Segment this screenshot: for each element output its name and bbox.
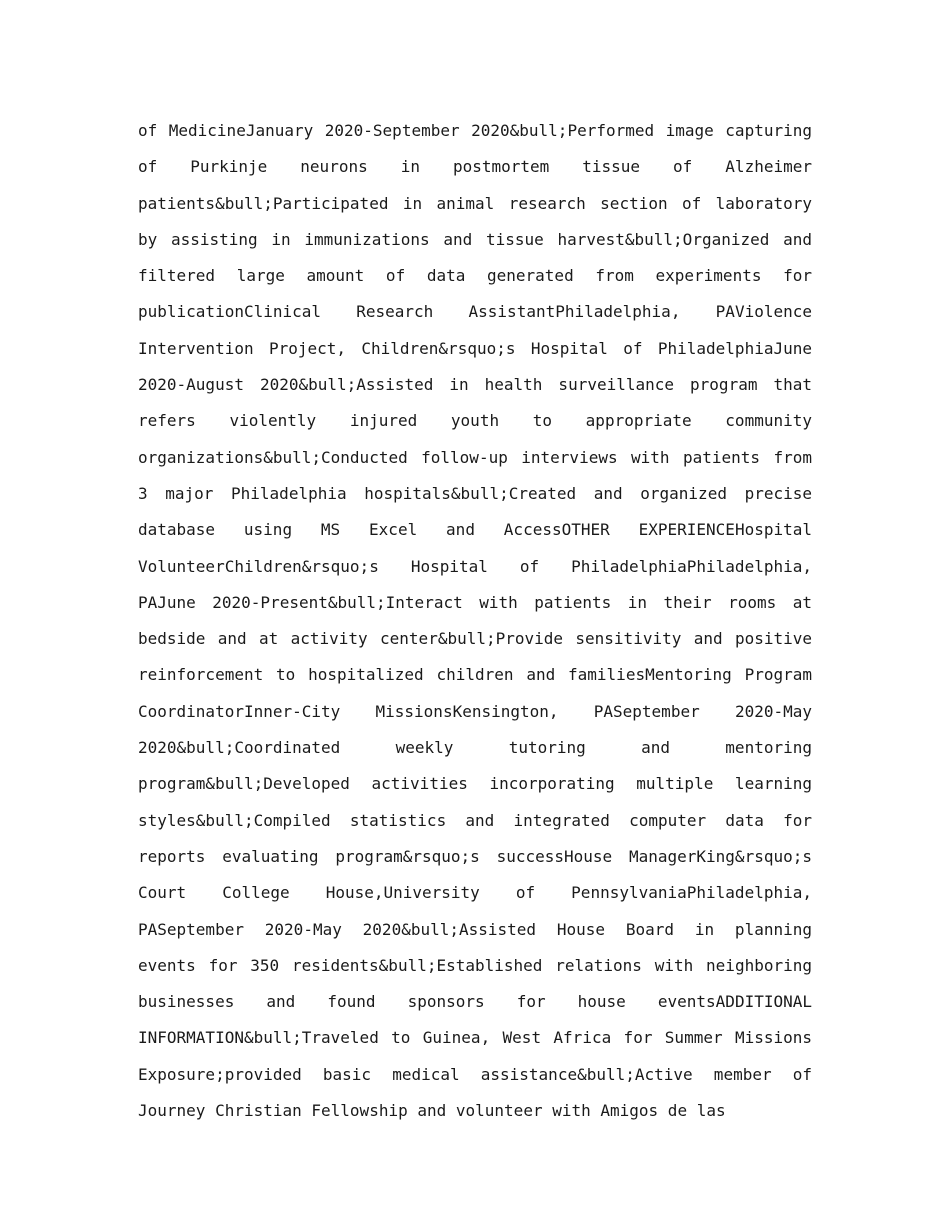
- document-body-text: of MedicineJanuary 2020-September 2020&bull;Performed image capturing of Purkinje neurons in postmortem tissue of Alzheimer patients&bull;Participated in animal research section of laboratory by assisting in immunizations and tissue harvest&bull;Organized and filtered large amount of data generated from experiments for publicationClinical Research AssistantPhiladelphia, PAViolence Intervention Project, Children&rsquo;s Hospital of PhiladelphiaJune 2020-August 2020&bull;Assisted in health surveillance program that refers violently injured youth to appropriate community organizations&bull;Conducted follow-up interviews with patients from 3 major Philadelphia hospitals&bull;Created and organized precise database using MS Excel and AccessOTHER EXPERIENCEHospital VolunteerChildren&rsquo;s Hospital of PhiladelphiaPhiladelphia, PAJune 2020-Present&bull;Interact with patients in their rooms at bedside and at activity center&bull;Provide sensitivity and positive reinforcement to hospitalized children and familiesMentoring Program CoordinatorInner-City MissionsKensington, PASeptember 2020-May 2020&bull;Coordinated weekly tutoring and mentoring program&bull;Developed activities incorporating multiple learning styles&bull;Compiled statistics and integrated computer data for reports evaluating program&rsquo;s successHouse ManagerKing&rsquo;s Court College House,University of PennsylvaniaPhiladelphia, PASeptember 2020-May 2020&bull;Assisted House Board in planning events for 350 residents&bull;Established relations with neighboring businesses and found sponsors for house eventsADDITIONAL INFORMATION&bull;Traveled to Guinea, West Africa for Summer Missions Exposure;provided basic medical assistance&bull;Active member of Journey Christian Fellowship and volunteer with Amigos de las: [138, 121, 812, 1121]
